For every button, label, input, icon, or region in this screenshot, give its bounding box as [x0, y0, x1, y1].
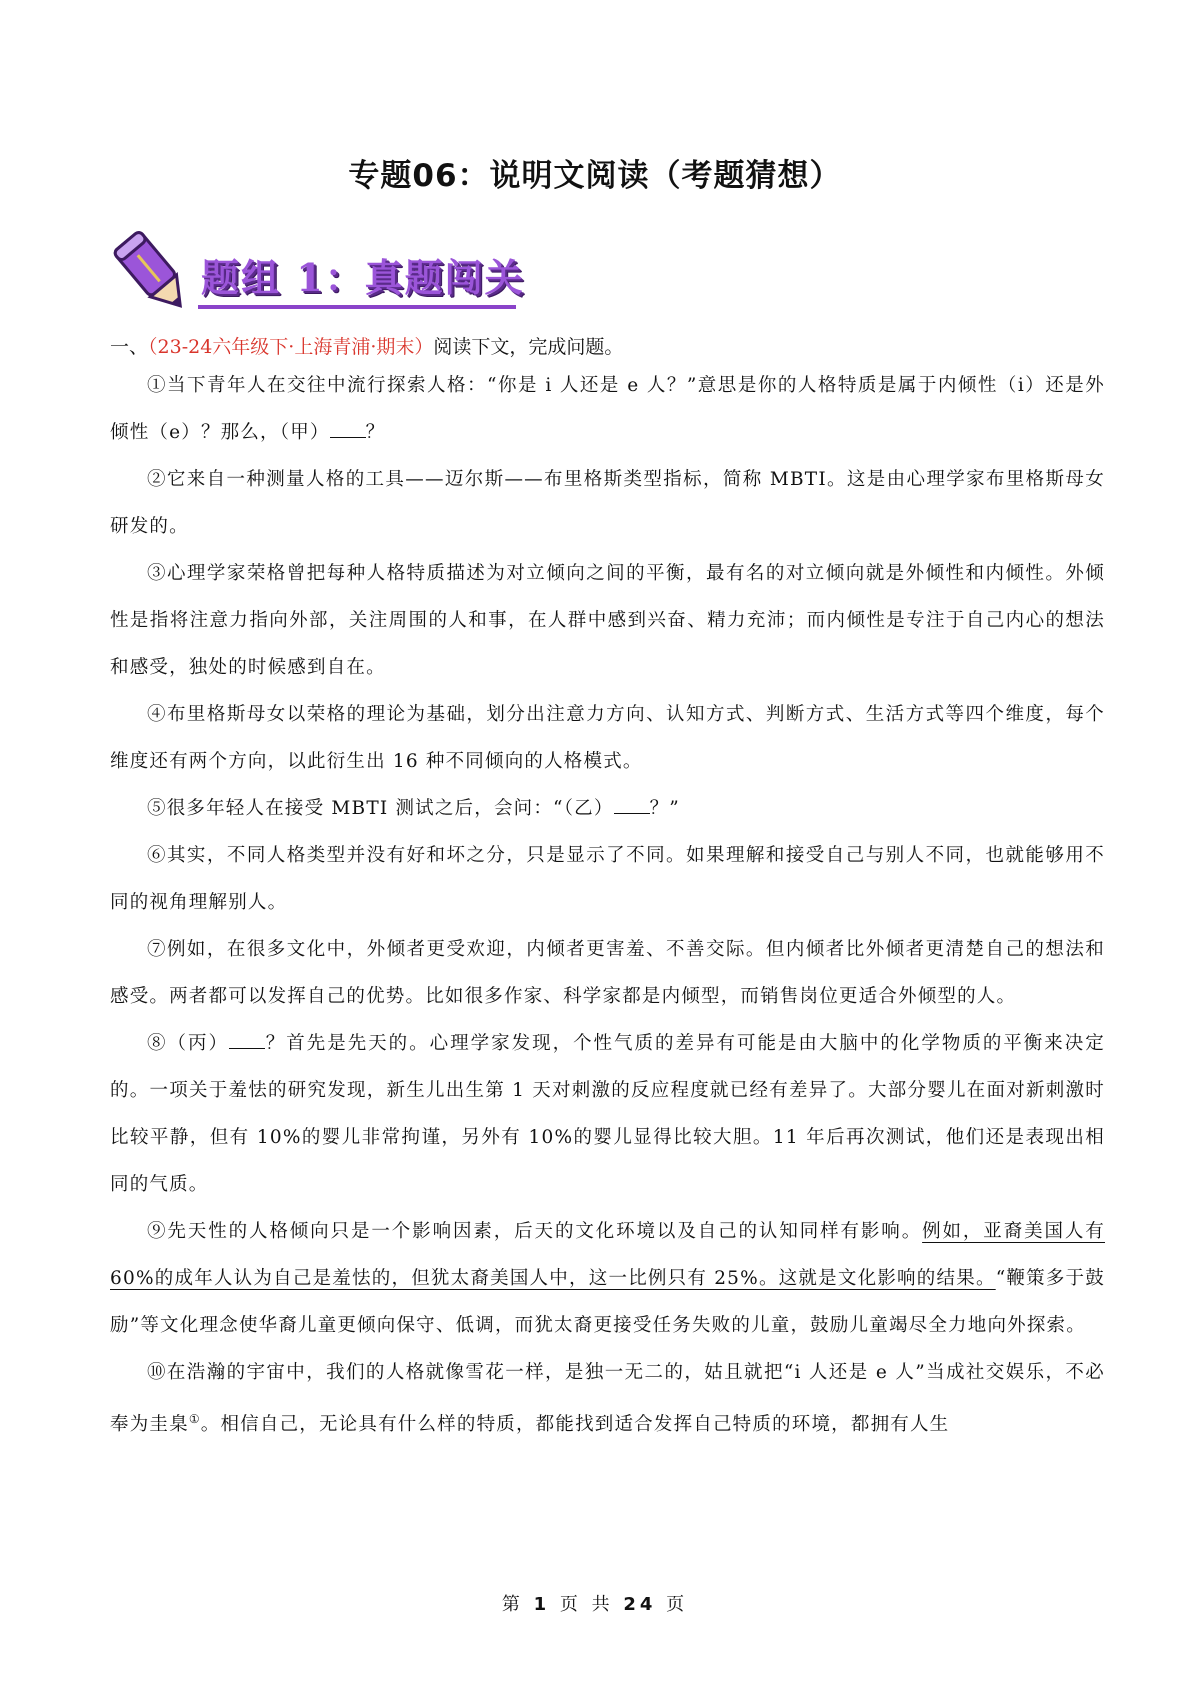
paragraph-4: ④布里格斯母女以荣格的理论为基础，划分出注意力方向、认知方式、判断方式、生活方式等四个维度，每个维度还有两个方向，以此衍生出 16 种不同倾向的人格模式。 [110, 704, 1105, 772]
paragraph-5: ⑤很多年轻人在接受 MBTI 测试之后，会问：“（乙） ？” [110, 785, 1105, 832]
underlined-sentence: 例如，亚裔美国人有 60%的成年人认为自己是羞怯的，但犹太裔美国人中，这一比例只有 25%。这就是文化影响的结果。 [110, 1221, 1105, 1289]
paragraph-8: ⑧（丙） ？首先是先天的。心理学家发现，个性气质的差异有可能是由大脑中的化学物质的平衡来决定的。一项关于羞怯的研究发现，新生儿出生第 1 天对刺激的反应程度就已经有差异了。大部分婴儿在面对新刺激时比较平静，但有 10%的婴儿非常拘谨，另外有 10%的婴儿显得比较大胆。11 年后再次测试，他们还是表现出相同的气质。 [110, 1020, 1105, 1208]
footnote-marker: ① [188, 1412, 201, 1426]
question-source: （23-24六年级下·上海青浦·期末） [148, 336, 434, 358]
blank-bing [229, 1030, 265, 1049]
question-instruction: 阅读下文，完成问题。 [433, 336, 624, 358]
blank-jia [330, 419, 366, 438]
blank-yi [614, 795, 650, 814]
paragraph-6: ⑥其实，不同人格类型并没有好和坏之分，只是显示了不同。如果理解和接受自己与别人不同，也就能够用不同的视角理解别人。 [110, 845, 1105, 913]
page-footer: 第 1 页 共 24 页 [501, 1594, 689, 1615]
paragraph-7: ⑦例如，在很多文化中，外倾者更受欢迎，内倾者更害羞、不善交际。但内倾者比外倾者更清楚自己的想法和感受。两者都可以发挥自己的优势。比如很多作家、科学家都是内倾型，而销售岗位更适合外倾型的人。 [110, 939, 1105, 1007]
section-banner [106, 225, 526, 321]
page-title: 专题06：说明文阅读（考题猜想） [348, 158, 842, 194]
page-total: 24 [623, 1594, 657, 1615]
article-body [110, 362, 1105, 1448]
banner-underline [198, 305, 516, 309]
paragraph-3: ③心理学家荣格曾把每种人格特质描述为对立倾向之间的平衡，最有名的对立倾向就是外倾性和内倾性。外倾性是指将注意力指向外部，关注周围的人和事，在人群中感到兴奋、精力充沛；而内倾性是专注于自己内心的想法和感受，独处的时候感到自在。 [110, 563, 1105, 678]
page-number: 1 [533, 1594, 551, 1615]
paragraph-1: ①当下青年人在交往中流行探索人格：“你是 i 人还是 e 人？”意思是你的人格特质是属于内倾性（i）还是外倾性（e）？那么，（甲） ？ [110, 375, 1105, 443]
question-number: 一、 [110, 336, 149, 358]
paragraph-10: ⑩在浩瀚的宇宙中，我们的人格就像雪花一样，是独一无二的，姑且就把“i 人还是 e 人”当成社交娱乐，不必奉为圭臬①。相信自己，无论具有什么样的特质，都能找到适合发挥自己特质的环境，都拥有人生 [110, 1362, 1105, 1436]
pencil-icon [106, 225, 202, 321]
banner-title: 题组 1：真题闯关 [201, 255, 525, 300]
paragraph-9: ⑨先天性的人格倾向只是一个影响因素，后天的文化环境以及自己的认知同样有影响。例如，亚裔美国人有 60%的成年人认为自己是羞怯的，但犹太裔美国人中，这一比例只有 25%。这就是文化影响的结果。“鞭策多于鼓励”等文化理念使华裔儿童更倾向保守、低调，而犹太裔更接受任务失败的儿童，鼓励儿童竭尽全力地向外探索。 [110, 1221, 1105, 1336]
paragraph-2: ②它来自一种测量人格的工具——迈尔斯——布里格斯类型指标，简称 MBTI。这是由心理学家布里格斯母女研发的。 [110, 469, 1105, 537]
question-header [110, 333, 623, 361]
